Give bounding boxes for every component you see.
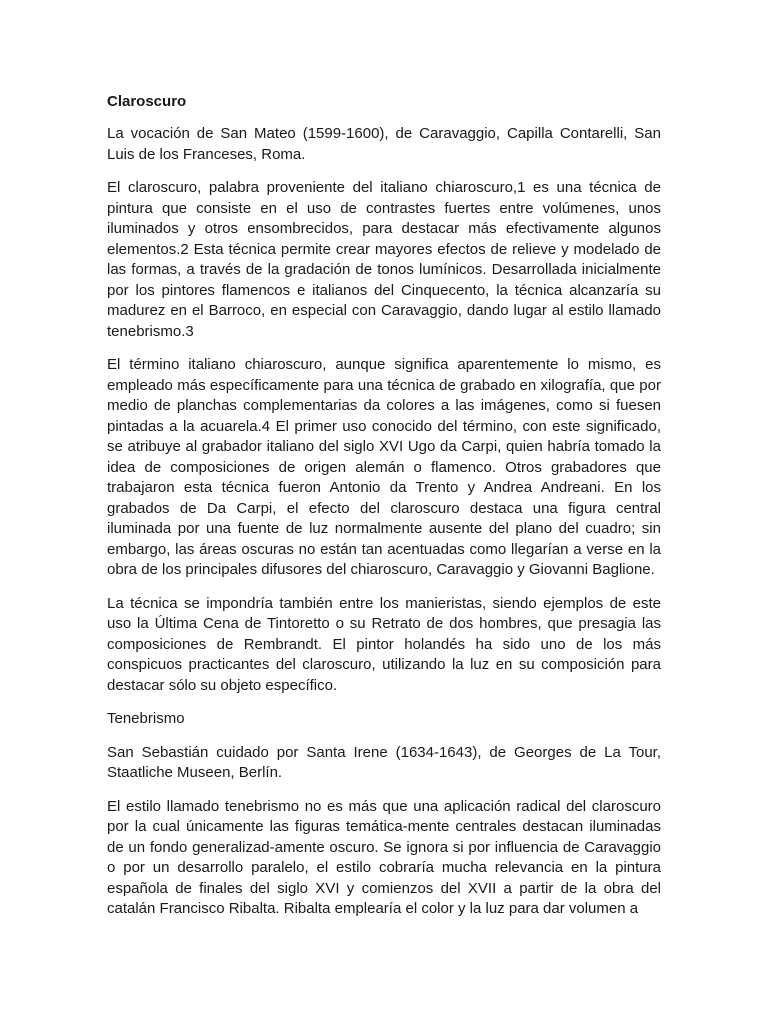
body-paragraph: El término italiano chiaroscuro, aunque significa aparentemente lo mismo, es empleado más específicamente para una técnica de grabado en xilografía, que por medio de planchas complementarias da colores a las imágenes, como si fuesen pintadas a la acuarela.4 El primer uso conocido del término, con este significado, se atribuye al grabador italiano del siglo XVI Ugo da Carpi, quien habría tomado la idea de composiciones de origen alemán o flamenco. Otros grabadores que trabajaron esta técnica fueron Antonio da Trento y Andrea Andreani. En los grabados de Da Carpi, el efecto del claroscuro destaca una figura central iluminada por una fuente de luz normalmente ausente del plano del cuadro; sin embargo, las áreas oscuras no están tan acentuadas como llegarían a verse en la obra de los principales difusores del chiaroscuro, Caravaggio y Giovanni Baglione.	[107, 356, 661, 578]
document-title: Claroscuro	[107, 93, 187, 110]
body-paragraph: El estilo llamado tenebrismo no es más que una aplicación radical del claroscuro por la cual únicamente las figuras temática-mente centrales destacan iluminadas de un fondo generalizad-amente oscuro. Se ignora si por influencia de Caravaggio o por un desarrollo paralelo, el estilo cobraría mucha relevancia en la pintura española de finales del siglo XVI y comienzos del XVII a partir de la obra del catalán Francisco Ribalta. Ribalta emplearía el color y la luz para dar volumen a	[107, 797, 661, 917]
body-paragraph: La técnica se impondría también entre los manieristas, siendo ejemplos de este uso la Última Cena de Tintoretto o su Retrato de dos hombres, que presagia las composiciones de Rembrandt. El pintor holandés ha sido uno de los más conspicuos practicantes del claroscuro, utilizando la luz en su composición para destacar sólo su objeto específico.	[107, 594, 661, 694]
body-paragraph: El claroscuro, palabra proveniente del italiano chiaroscuro,1 es una técnica de pintura que consiste en el uso de contrastes fuertes entre volúmenes, unos iluminados y otros ensombrecidos, para destacar más efectivamente algunos elementos.2 Esta técnica permite crear mayores efectos de relieve y modelado de las formas, a través de la gradación de tonos lumínicos. Desarrollada inicialmente por los pintores flamencos e italianos del Cinquecento, la técnica alcanzaría su madurez en el Barroco, en especial con Caravaggio, dando lugar al estilo llamado tenebrismo.3	[107, 179, 661, 340]
caption-paragraph: San Sebastián cuidado por Santa Irene (1634-1643), de Georges de La Tour, Staatliche Museen, Berlín.	[107, 743, 661, 781]
document-page	[107, 92, 661, 933]
section-subheading: Tenebrismo	[107, 710, 185, 727]
caption-paragraph: La vocación de San Mateo (1599-1600), de Caravaggio, Capilla Contarelli, San Luis de los Franceses, Roma.	[107, 125, 661, 163]
